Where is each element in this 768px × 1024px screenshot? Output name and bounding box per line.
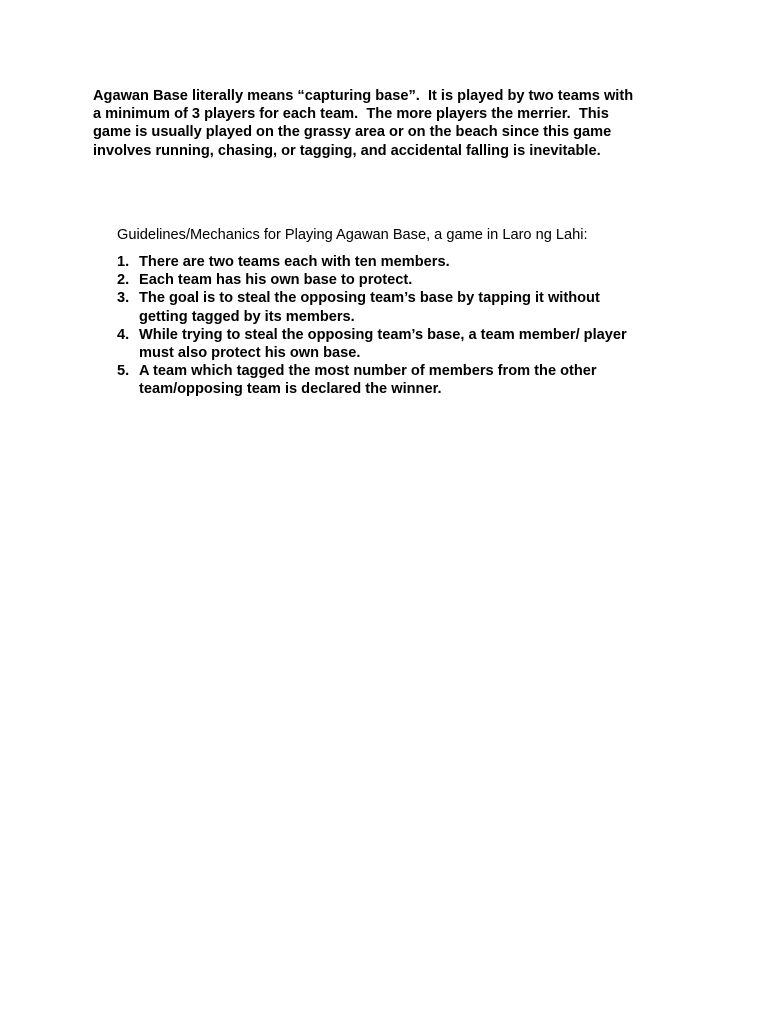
list-item <box>117 362 677 398</box>
list-item <box>117 289 677 325</box>
guidelines-list <box>117 253 677 399</box>
list-item-text: getting tagged by its members. <box>139 308 355 325</box>
list-item-number: 5. <box>117 363 130 380</box>
list-item-text: The goal is to steal the opposing team’s base by tapping it without <box>139 290 600 307</box>
list-item-number: 4. <box>117 326 130 343</box>
list-item-text: While trying to steal the opposing team’s base, a team member/ player <box>139 326 627 343</box>
list-item-text: There are two teams each with ten members. <box>139 254 450 270</box>
list-item <box>117 326 677 362</box>
list-item-number: 2. <box>117 272 130 289</box>
intro-line: involves running, chasing, or tagging, and accidental falling is inevitable. <box>93 142 601 159</box>
list-item-number: 1. <box>117 254 130 270</box>
list-item <box>117 253 677 271</box>
list-item-text: A team which tagged the most number of members from the other <box>139 363 597 380</box>
intro-line: Agawan Base literally means “capturing base”. It is played by two teams with <box>93 88 634 104</box>
list-item-text: Each team has his own base to protect. <box>139 272 413 289</box>
intro-line: game is usually played on the grassy area or on the beach since this game <box>93 124 612 141</box>
intro-line: a minimum of 3 players for each team. The more players the merrier. This <box>93 106 609 123</box>
list-item <box>117 271 677 289</box>
list-item-number: 3. <box>117 290 130 307</box>
list-item-text: must also protect his own base. <box>139 345 361 362</box>
guidelines-heading: Guidelines/Mechanics for Playing Agawan Base, a game in Laro ng Lahi: <box>117 227 588 243</box>
list-item-text: team/opposing team is declared the winner. <box>139 381 442 398</box>
intro-paragraph <box>93 87 683 160</box>
